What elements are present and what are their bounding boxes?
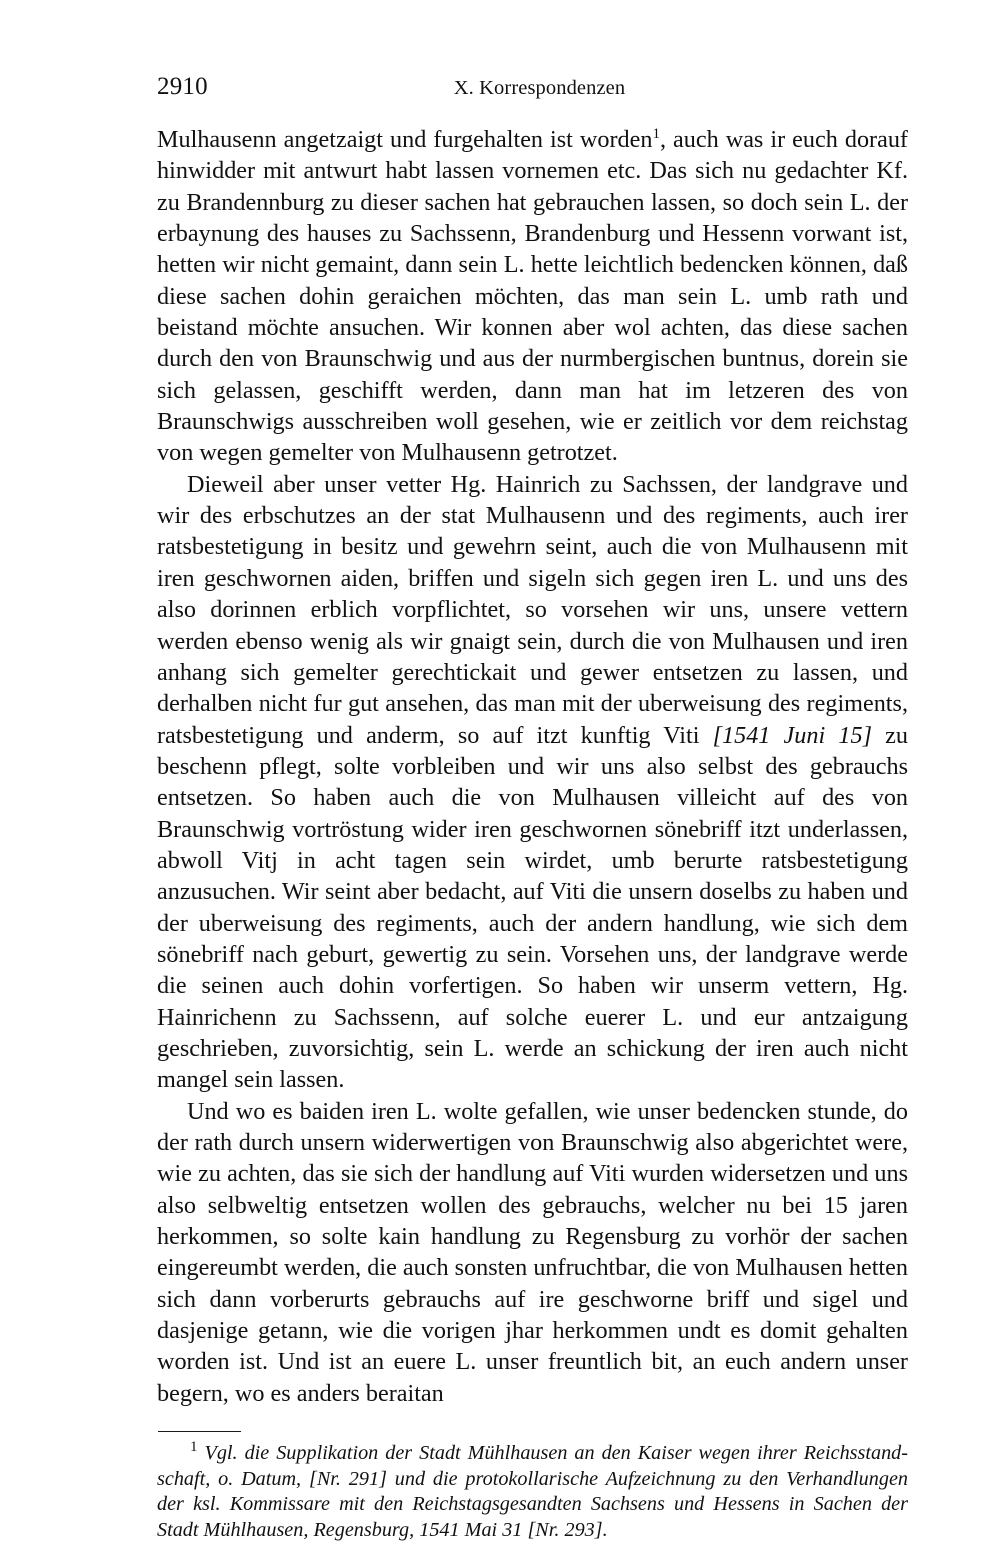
footnote-1 [157,1441,908,1543]
paragraph-2-text-after-date: zu beschenn pflegt, solte vorbleiben und wir uns also selbst des gebrauchs entsetzen. So haben auch die von Mulhausen villeicht auf des von Braunschwig vortröstung wider iren geschwornen sönebriff itzt underlassen, abwoll Vitj in acht tagen sein wirdet, umb berurte ratsbestetigung anzusuchen. Wir seint aber bedacht, auf Viti die unsern doselbs zu haben und der uberweisung des regiments, auch der andern handlung, wie sich dem sönebriff nach geburt, gewertig zu sein. Vorsehen uns, der landgrave werde die seinen auch dohin vorfertigen. So haben wir unserm vettern, Hg. Hainrichenn zu Sachssenn, auf solche euerer L. und eur antzaigung geschrieben, zuvorsichtig, sein L. werde an schickung der iren auch nicht mangel sein lassen. [157,721,908,1094]
footnote-reference-1[interactable]: 1 [652,125,660,142]
paragraph-2 [157,469,908,1096]
page-number: 2910 [157,73,208,100]
footnote-text: Vgl. die Supplikation der Stadt Mühlhausen an den Kaiser wegen ihrer Reichsstandschaft, o. Datum, [Nr. 291] und die protokollarische Aufzeichnung zu den Verhandlungen der ksl. Kommissare mit den Reichstagsgesandten Sachsens und Hessens in Sachen der Stadt Mühlhausen, Regensburg, 1541 Mai 31 [Nr. 293]. [157,1442,908,1541]
footnote-area [157,1431,908,1543]
footnote-number: 1 [190,1439,198,1456]
paragraph-2-text-before-date: Dieweil aber unser vetter Hg. Hainrich zu Sachssen, der landgrave und wir des erbschutzes an der stat Mulhausenn und des regiments, auch irer ratsbestetigung in besitz und gewehrn seint, auch die von Mulhausenn mit iren geschwornen aiden, briffen und sigeln sich gegen iren L. und uns des also dorinnen erblich vorpflichtet, so vorsehen wir uns, unsere vettern werden ebenso wenig als wir gnaigt sein, durch die von Mulhausen und iren anhang sich gemelter gerechtickait und gewer entsetzen zu lassen, und derhalben nicht fur gut ansehen, das man mit der uberweisung des regiments, ratsbestetigung und anderm, so auf itzt kunftig Viti [157,470,908,749]
running-head [157,72,908,106]
paragraph-1-text-before-marker: Mulhausenn angetzaigt und furgehalten ist worden [157,126,653,153]
running-title: X. Korrespondenzen [453,77,626,99]
paragraph-3: Und wo es baiden iren L. wolte gefallen, wie unser bedencken stunde, do der rath durch unsern widerwertigen von Braunschwig also abgerichtet were, wie zu achten, das sie sich der handlung auf Viti wurden widersetzen und uns also selbweltig entsetzen wollen des gebrauchs, welcher nu bei 15 jaren herkommen, so solte kain handlung zu Regensburg zu vorhör der sachen eingereumbt werden, die auch sonsten unfruchtbar, die von Mulhausen hetten sich dann vorberurts gebrauchs auf ire geschworne briff und sigel und dasjenige getann, wie die vorigen jhar herkommen undt es domit gehalten worden ist. Und ist an euere L. unser freuntlich bit, an euch andern unser begern, wo es anders beraitan [157,1097,908,1407]
paragraph-1 [157,124,908,469]
page-content [157,72,908,1543]
footnote-separator-rule [158,1431,241,1432]
editorial-date-note: [1541 Juni 15] [712,721,872,749]
paragraph-1-text-after-marker: , auch was ir euch dorauf hinwidder mit antwurt habt lassen vornemen etc. Das sich nu gedachter Kf. zu Brandennburg zu dieser sachen hat gebrauchen lassen, so doch sein L. der erbaynung des hauses zu Sachssenn, Brandenburg und Hessenn vorwant ist, hetten wir nicht gemaint, dann sein L. hette leichtlich bedencken können, daß diese sachen dohin geraichen möchten, das man sein L. umb rath und beistand möchte ansuchen. Wir konnen aber wol achten, das diese sachen durch den von Braunschwig und aus der nurmbergischen buntnus, dorein sie sich gelassen, geschifft werden, dann man hat im letzeren des von Braunschwigs ausschreiben woll gesehen, wie er zeitlich vor dem reichstag von wegen gemelter von Mulhausenn getrotzet. [157,126,908,467]
body-text [157,124,908,1409]
